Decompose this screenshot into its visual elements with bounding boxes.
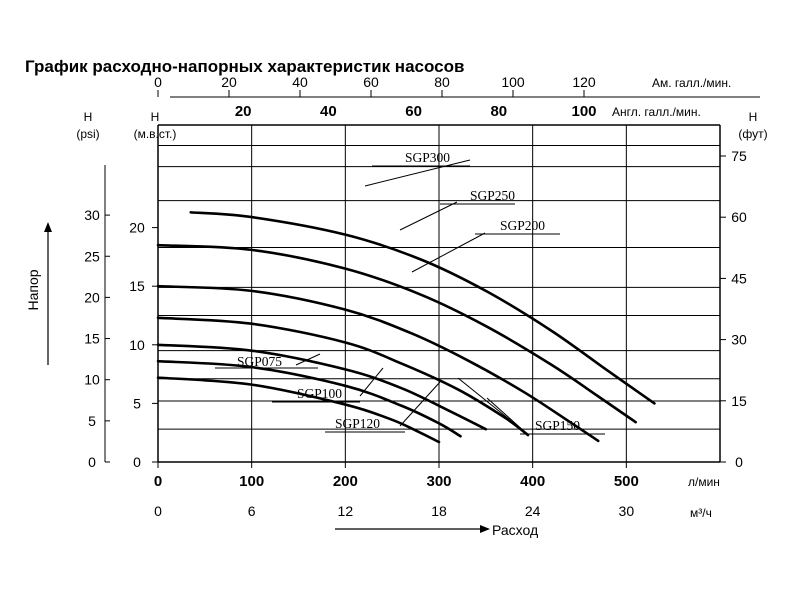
tick-label-usgpm-80: 80	[434, 74, 450, 90]
tick-label-lpm-400: 400	[520, 473, 546, 490]
tick-label-m-10: 10	[129, 336, 145, 353]
tick-label-ft-75: 75	[731, 148, 747, 164]
tick-label-ukgpm-80: 80	[490, 103, 508, 120]
tick-label-lpm-300: 300	[426, 473, 452, 490]
tick-labels	[84, 74, 747, 519]
x-axis-title: Расход	[492, 522, 539, 538]
tick-label-psi-30: 30	[84, 207, 100, 224]
curve-label-sgp100: SGP100	[297, 386, 343, 401]
tick-label-usgpm-120: 120	[572, 74, 596, 90]
leader-line-sgp200	[412, 233, 485, 272]
tick-label-ft-30: 30	[731, 331, 747, 348]
curve-label-sgp120: SGP120	[335, 416, 381, 431]
tick-label-usgpm-20: 20	[221, 74, 237, 90]
y-arrow-head	[44, 222, 52, 232]
unit-m3h: м³/ч	[690, 506, 712, 520]
tick-label-ukgpm-20: 20	[234, 103, 252, 120]
curve-label-sgp300: SGP300	[405, 150, 451, 165]
tick-label-lpm-200: 200	[332, 473, 358, 490]
label-h-m: Н	[150, 110, 160, 124]
x-arrow-head	[480, 525, 490, 533]
tick-label-usgpm-60: 60	[363, 74, 379, 90]
unit-ft: (фут)	[738, 127, 768, 141]
leader-line-sgp250	[400, 202, 457, 230]
curve-label-sgp150: SGP150	[535, 418, 581, 433]
tick-label-psi-5: 5	[88, 412, 96, 429]
curve-label-sgp075: SGP075	[237, 354, 283, 369]
leader-line-sgp100	[360, 368, 383, 396]
tick-label-m-5: 5	[133, 395, 141, 412]
pump-curves	[158, 212, 654, 442]
unit-psi: (psi)	[76, 127, 100, 141]
tick-label-psi-0: 0	[88, 454, 96, 470]
tick-label-ft-60: 60	[731, 209, 747, 226]
chart-title: График расходно-напорных характеристик насосов	[25, 57, 465, 76]
curve-sgp250	[158, 245, 636, 422]
tick-label-psi-20: 20	[84, 289, 100, 306]
unit-ukgpm: Англ. галл./мин.	[612, 105, 701, 119]
curve-label-sgp250: SGP250	[470, 188, 516, 203]
tick-label-usgpm-0: 0	[154, 74, 162, 90]
tick-label-ft-45: 45	[731, 270, 747, 287]
tick-label-m3h-24: 24	[524, 503, 541, 519]
grid	[158, 125, 720, 462]
unit-usgpm: Ам. галл./мин.	[652, 76, 732, 90]
tick-label-ft-15: 15	[731, 392, 747, 409]
tick-label-psi-25: 25	[84, 248, 100, 265]
tick-label-psi-15: 15	[84, 330, 100, 347]
curve-label-sgp200: SGP200	[500, 218, 546, 233]
y-axis-title: Напор	[25, 269, 41, 311]
tick-label-m3h-0: 0	[154, 503, 162, 519]
tick-label-usgpm-100: 100	[501, 74, 525, 90]
leader-line-sgp150-b	[487, 398, 525, 432]
tick-label-ukgpm-60: 60	[405, 103, 422, 120]
tick-label-lpm-100: 100	[239, 473, 265, 490]
tick-label-ukgpm-40: 40	[320, 103, 337, 120]
tick-label-m3h-6: 6	[247, 503, 256, 519]
tick-label-m3h-18: 18	[431, 503, 447, 519]
curve-sgp300	[191, 212, 655, 403]
tick-label-m-20: 20	[129, 219, 145, 236]
tick-label-m-15: 15	[129, 278, 145, 295]
unit-lpm: л/мин	[688, 475, 720, 489]
tick-label-m3h-12: 12	[337, 503, 354, 519]
tick-label-m3h-30: 30	[618, 503, 635, 519]
tick-label-usgpm-40: 40	[292, 74, 308, 90]
label-h-ft: Н	[748, 110, 758, 124]
tick-label-ft-0: 0	[735, 454, 743, 470]
tick-label-lpm-0: 0	[153, 473, 163, 490]
label-h-psi: Н	[83, 110, 93, 124]
tick-label-psi-10: 10	[84, 371, 100, 388]
unit-m: (м.в.ст.)	[133, 127, 177, 141]
tick-label-lpm-500: 500	[613, 473, 639, 490]
tick-label-m-0: 0	[133, 454, 141, 470]
tick-label-ukgpm-100: 100	[571, 103, 597, 120]
